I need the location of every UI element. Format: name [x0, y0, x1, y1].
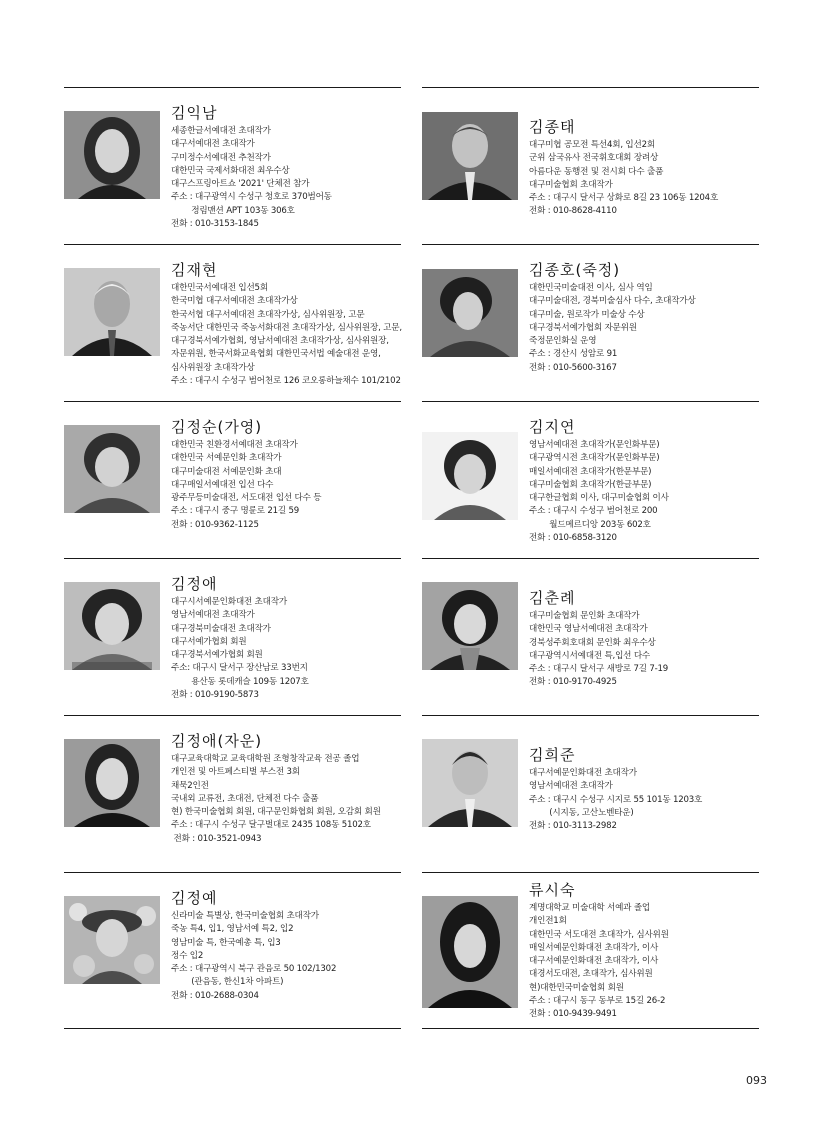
- artist-entry: [64, 715, 401, 872]
- info-line: 영남서예대전 초대작가: [171, 610, 255, 621]
- info-line: 전화 : 010-8628-4110: [529, 206, 617, 217]
- info-line: 주소 : 대구광역시 수성구 청호로 370범어동: [171, 192, 332, 203]
- info-line: 매일서예대전 초대작가(한문부문): [529, 466, 652, 477]
- info-line: 영남미술 특, 한국예총 특, 입3: [171, 937, 281, 948]
- artist-name: 김종태: [529, 118, 576, 136]
- info-line: 주소 : 대구광역시 북구 관음로 50 102/1302: [171, 964, 337, 975]
- info-line: 주소 : 대구시 달서구 새방로 7길 7-19: [529, 664, 669, 675]
- info-line: 현)대한민국미술협회 회원: [529, 982, 624, 993]
- artist-photo: [422, 739, 518, 827]
- info-line: 전화 : 010-3521-0943: [171, 833, 262, 844]
- info-line: 대구서예문인화대전 초대작가, 이사: [529, 956, 659, 967]
- artist-name: 김정예: [171, 889, 218, 907]
- left-column: [64, 87, 401, 1029]
- info-line: 구미정수서예대전 추천작가: [171, 152, 271, 163]
- artist-name: 김희준: [529, 746, 576, 764]
- info-line: 대구스프링아트쇼 '2021' 단체전 참가: [171, 179, 310, 190]
- info-line: 대한민국 서예문인화 초대작가: [171, 453, 282, 464]
- info-line: 대경서도대전, 초대작가, 심사위원: [529, 969, 653, 980]
- info-line: 채묵2인전: [171, 780, 209, 791]
- artist-photo: [64, 111, 160, 199]
- artist-entry: [64, 401, 401, 558]
- info-line: 매일서예문인화대전 초대작가, 이사: [529, 942, 659, 953]
- info-line: 대구광역시서예대전 특,입선 다수: [529, 650, 651, 661]
- info-line: 대한민국 국제서화대전 최우수상: [171, 165, 290, 176]
- info-line: 아름다운 동행전 및 전시회 다수 출품: [529, 166, 664, 177]
- info-line: 주소: 대구시 달서구 장산남로 33번지: [171, 663, 308, 674]
- info-line: 대구미협 공모전 특선4회, 입선2회: [529, 140, 655, 150]
- info-line: 대한민국 영남서예대전 초대작가: [529, 624, 648, 635]
- info-line: 전화 : 010-6858-3120: [529, 533, 617, 544]
- info-line: 대구미술, 원로작가 미술상 수상: [529, 309, 645, 320]
- info-line: 주소 : 대구시 중구 명륜로 21길 59: [171, 506, 300, 517]
- info-line: 죽농서단 대한민국 죽농서화대전 초대작가상, 심사위원장, 고문,: [171, 322, 402, 333]
- info-line: 대구미술협회 문인화 초대작가: [529, 611, 640, 621]
- artist-name: 김익남: [171, 104, 218, 122]
- info-line: 주소 : 대구시 수성구 달구벌대로 2435 108동 5102호: [171, 820, 371, 831]
- info-line: 대한민국서예대전 입선5회: [171, 283, 268, 293]
- artist-photo: [422, 896, 518, 1008]
- info-line: 대구한글협회 이사, 대구미술협회 이사: [529, 493, 669, 504]
- info-line: 용산동 롯데캐슬 109동 1207호: [171, 676, 309, 687]
- info-line: 죽정문인화실 운영: [529, 336, 597, 347]
- info-line: 전화 : 010-9170-4925: [529, 677, 617, 688]
- artist-photo: [422, 112, 518, 200]
- info-line: 국내외 교류전, 초대전, 단체전 다수 출품: [171, 793, 319, 804]
- info-line: 주소 : 대구시 수성구 시지로 55 101동 1203호: [529, 794, 703, 805]
- info-line: 죽농 특4, 입1, 영남서예 특2, 입2: [171, 924, 294, 935]
- artist-photo: [422, 269, 518, 357]
- artist-entry: [64, 872, 401, 1029]
- info-line: 대구서예가협회 회원: [171, 636, 247, 647]
- artist-photo: [64, 268, 160, 356]
- info-line: 대구매일서예대전 입선 다수: [171, 479, 274, 490]
- info-line: 대한민국 친환경서예대전 초대작가: [171, 440, 298, 450]
- info-line: 대구경북서예가협회, 영남서예대전 초대작가상, 심사위원장,: [171, 336, 389, 347]
- artist-name: 김정애: [171, 575, 218, 593]
- info-line: 대구광역시전 초대작가(문인화부문): [529, 453, 660, 464]
- artist-name: 김종호(죽정): [529, 261, 621, 279]
- artist-name: 김정순(가영): [171, 418, 263, 436]
- info-line: 전화 : 010-2688-0304: [171, 990, 259, 1001]
- artist-entry: [422, 715, 759, 872]
- info-line: 전화 : 010-9362-1125: [171, 519, 259, 530]
- info-line: 한국서협 대구서예대전 초대작가상, 심사위원장, 고문: [171, 309, 365, 320]
- info-line: 대구미술협회 초대작가(한글부문): [529, 479, 652, 490]
- info-line: (관음동, 한신1차 아파트): [171, 977, 284, 988]
- artist-photo: [64, 739, 160, 827]
- artist-photo: [64, 582, 160, 670]
- info-line: (시지동, 고산노벤타운): [529, 807, 634, 818]
- info-line: 주소 : 대구시 달서구 상화로 8길 23 106동 1204호: [529, 193, 719, 204]
- info-line: 개인전 및 아트페스티벌 부스전 3회: [171, 767, 300, 778]
- info-line: 군위 삼국유사 전국휘호대회 장려상: [529, 153, 659, 164]
- artist-entry: [422, 872, 759, 1029]
- info-line: 정림맨션 APT 103동 306호: [171, 205, 295, 216]
- artist-name: 김지연: [529, 418, 576, 436]
- info-line: 주소 : 대구시 수성구 범어천로 200: [529, 506, 658, 517]
- artist-entry: [422, 244, 759, 401]
- info-line: 한국미협 대구서예대전 초대작가상: [171, 296, 298, 307]
- info-line: 대구시서예문인화대전 초대작가: [171, 597, 287, 607]
- artist-photo: [422, 582, 518, 670]
- info-line: 영남서예대전 초대작가: [529, 781, 613, 792]
- info-line: 대구미술협회 초대작가: [529, 179, 613, 190]
- info-line: 대구경북서예가협회 회원: [171, 650, 263, 661]
- artist-photo: [64, 896, 160, 984]
- info-line: 전화 : 010-5600-3167: [529, 362, 617, 373]
- artist-entry: [422, 558, 759, 715]
- info-line: 월드메르디앙 203동 602호: [529, 519, 651, 530]
- right-column: [422, 87, 759, 1029]
- info-line: 전화 : 010-9190-5873: [171, 690, 259, 701]
- info-line: 대한민국미술대전 이사, 심사 역임: [529, 283, 653, 293]
- info-line: 대한민국 서도대전 초대작가, 심사위원: [529, 929, 669, 940]
- artist-entry: [64, 87, 401, 244]
- info-line: 계명대학교 미술대학 서예과 졸업: [529, 903, 651, 913]
- artist-entry: [64, 558, 401, 715]
- info-line: 대구서예대전 초대작가: [171, 139, 255, 150]
- info-line: 현) 한국미술협회 회원, 대구문인화협회 회원, 오감회 회원: [171, 807, 381, 818]
- info-line: 대구교육대학교 교육대학원 조형창작교육 전공 졸업: [171, 754, 360, 764]
- info-line: 개인전1회: [529, 916, 567, 927]
- info-line: 대구미술대전, 경북미술심사 다수, 초대작가상: [529, 296, 696, 307]
- info-line: 세종한글서예대전 초대작가: [171, 126, 271, 136]
- info-line: 대구경북서예가협회 자문위원: [529, 322, 637, 333]
- info-line: 정수 입2: [171, 950, 204, 961]
- info-line: 전화 : 010-9439-9491: [529, 1009, 617, 1020]
- info-line: 자문위원, 한국서화교육협회 대한민국서법 예술대전 운영,: [171, 349, 381, 360]
- info-line: 심사위원장 초대작가상: [171, 362, 255, 373]
- info-line: 대구경북미술대전 초대작가: [171, 623, 271, 634]
- artist-photo: [422, 432, 518, 520]
- info-line: 전화 : 010-3153-1845: [171, 219, 259, 230]
- info-line: 신라미술 특별상, 한국미술협회 초대작가: [171, 911, 319, 921]
- artist-name: 류시숙: [529, 881, 576, 899]
- info-line: 주소 : 대구시 동구 동부로 15길 26-2: [529, 996, 666, 1007]
- info-line: 영남서예대전 초대작가(문인화부문): [529, 440, 660, 450]
- artist-photo: [64, 425, 160, 513]
- info-line: 대구서예문인화대전 초대작가: [529, 768, 637, 778]
- page-number: 093: [746, 1074, 767, 1087]
- artist-entry: [64, 244, 401, 401]
- info-line: 경북성주회호대회 문인화 최우수상: [529, 637, 656, 648]
- info-line: 전화 : 010-3113-2982: [529, 821, 617, 832]
- info-line: 광주무등미술대전, 서도대전 입선 다수 등: [171, 493, 322, 504]
- artist-entry: [422, 87, 759, 244]
- artist-entry: [422, 401, 759, 558]
- artist-name: 김재현: [171, 261, 218, 279]
- info-line: 대구미술대전 서예문인화 초대: [171, 466, 282, 477]
- artist-name: 김정애(자운): [171, 732, 263, 750]
- info-line: 주소 : 경산시 성암로 91: [529, 349, 618, 360]
- info-line: 주소 : 대구시 수성구 범어천로 126 코오롱하늘채수 101/2102: [171, 376, 401, 387]
- artist-name: 김춘례: [529, 589, 576, 607]
